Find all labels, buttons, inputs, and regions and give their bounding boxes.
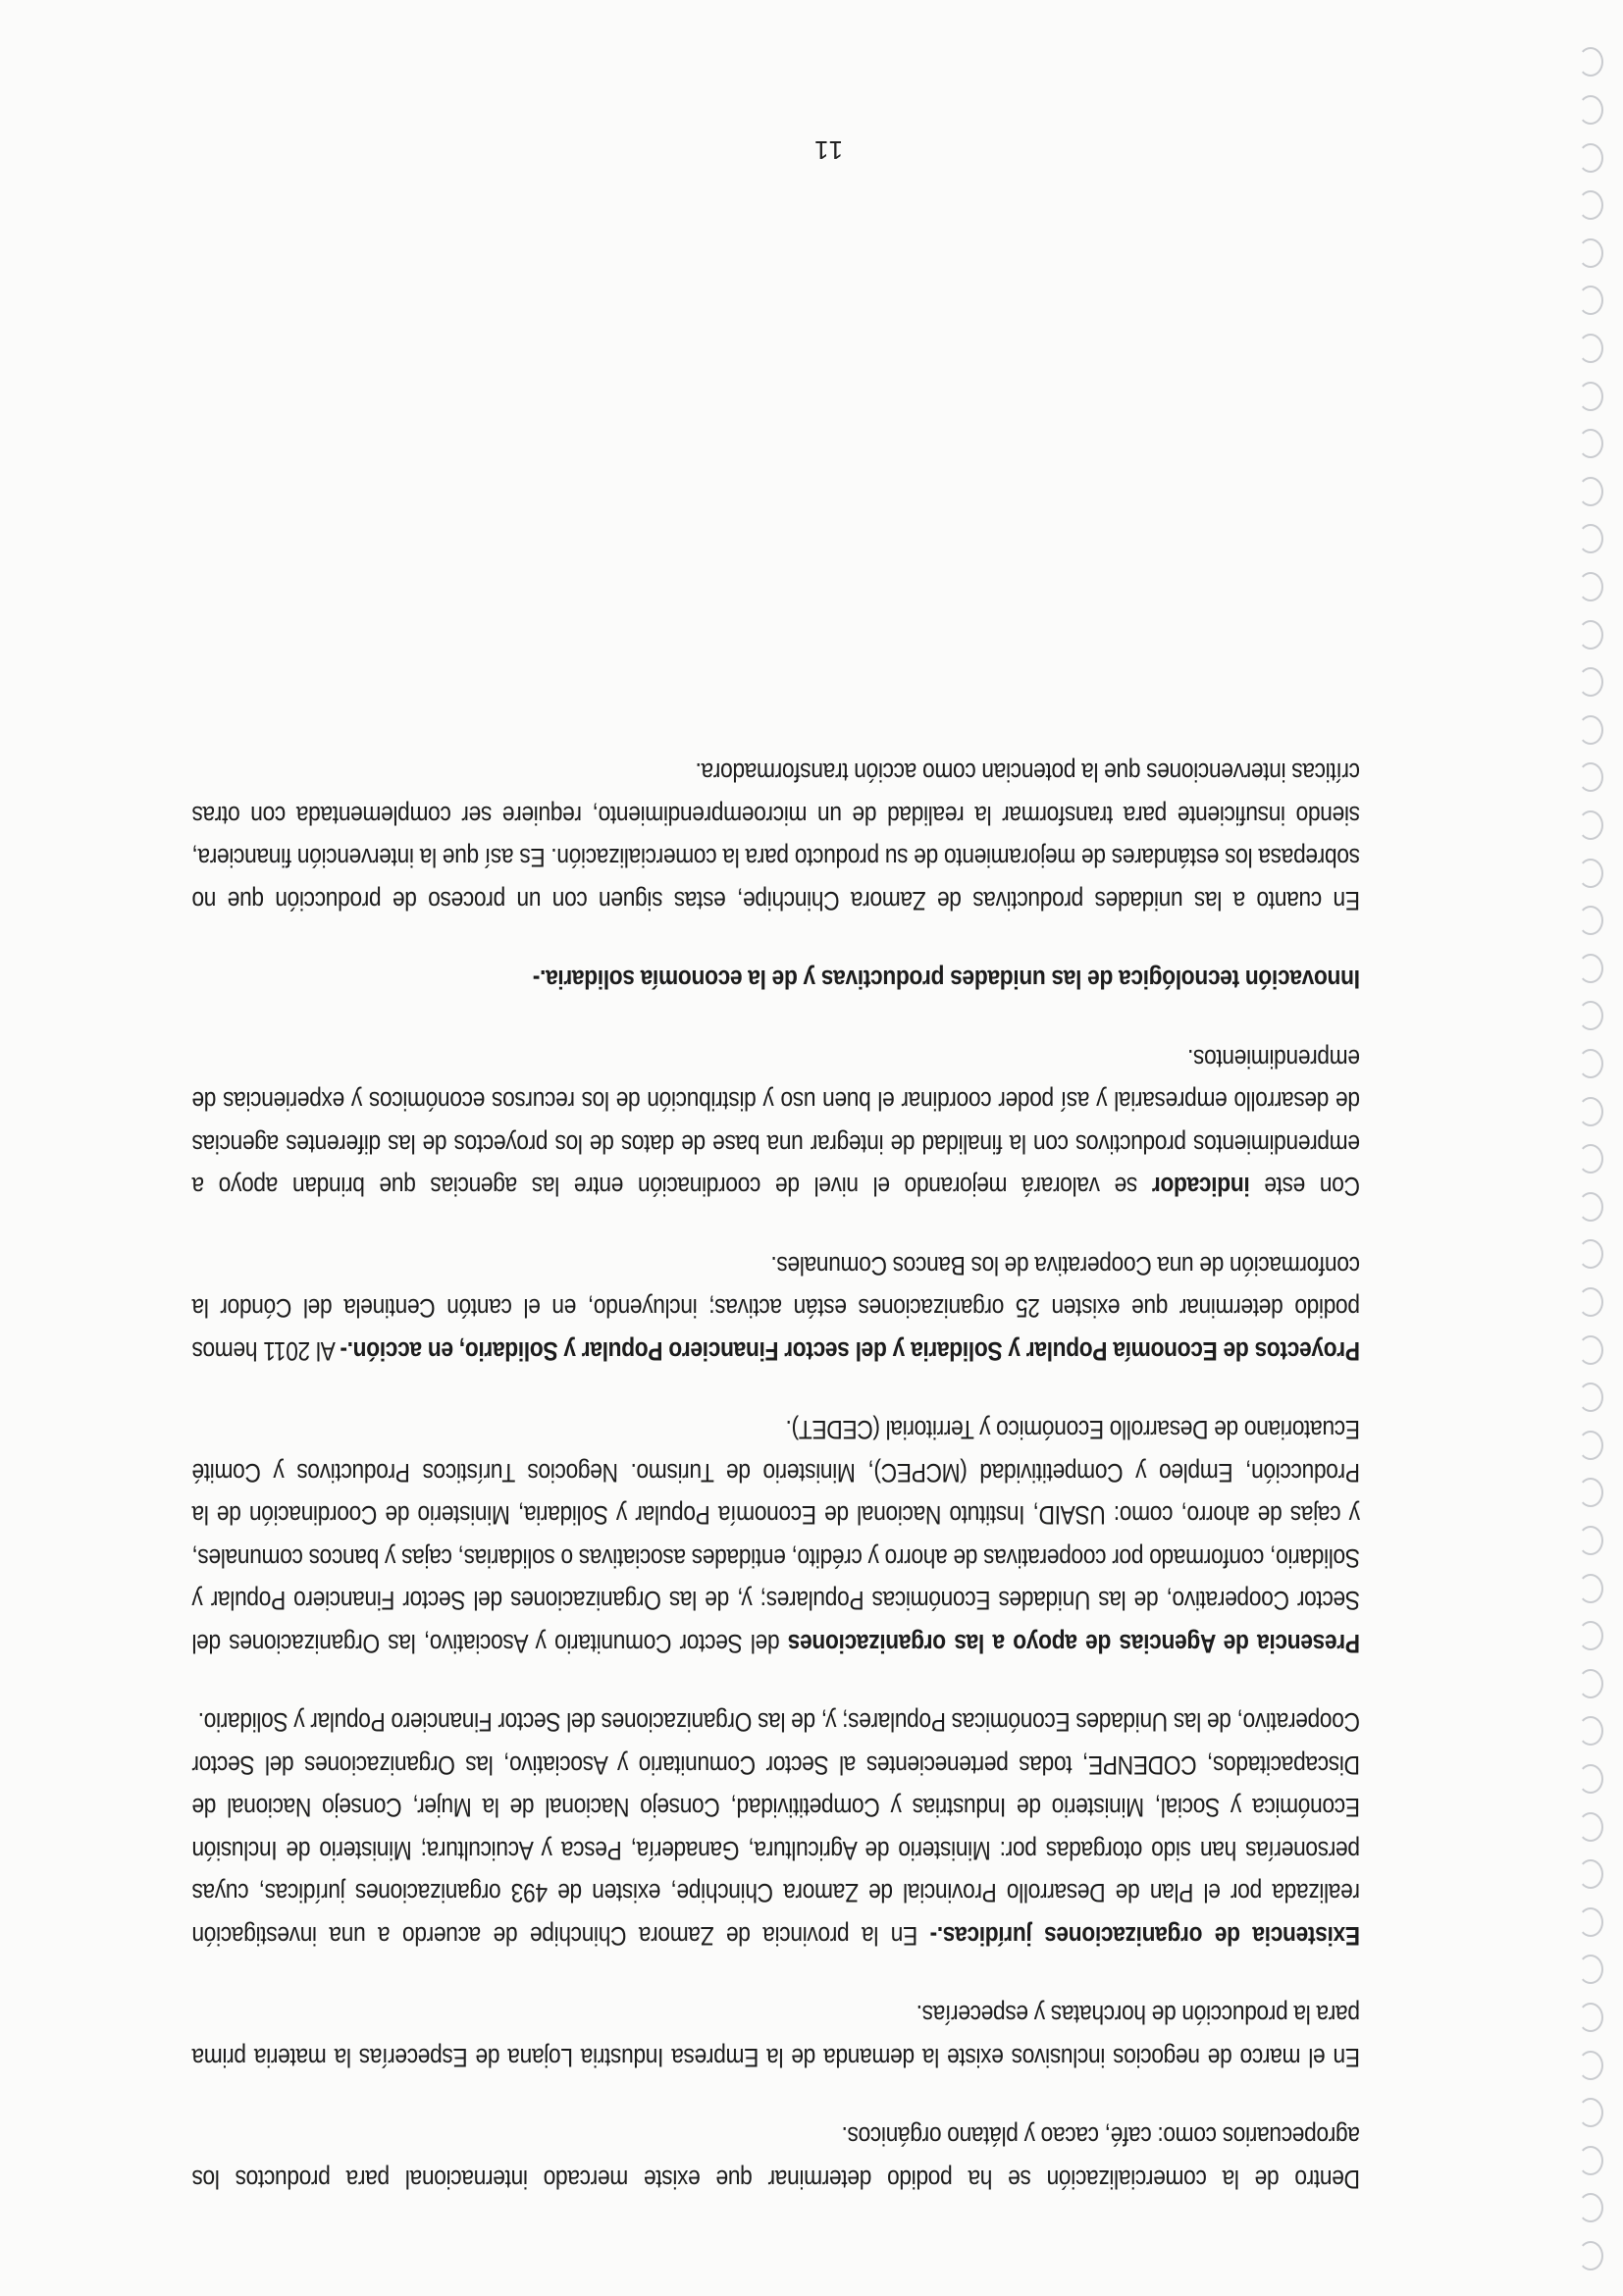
paragraph-indicador — [192, 1037, 1360, 1208]
binder-hole — [1578, 1287, 1603, 1317]
paragraph-unidades-productivas — [192, 751, 1360, 921]
paragraph-negocios-inclusivos — [192, 1993, 1360, 2078]
binder-hole — [1578, 382, 1603, 411]
paragraph-heading: Innovación tecnológica de las unidades productivas y de la economía solidaria.- — [533, 965, 1360, 995]
paragraph-text: Al 2011 hemos podido determinar que existen 25 organizaciones están activas; incluyendo, en el cantón Centinela del Cóndor la conformación de una Cooperativa de los Bancos Comunales. — [191, 1251, 1360, 1366]
binder-hole — [1578, 524, 1603, 553]
binder-hole — [1578, 859, 1603, 888]
document-body — [192, 714, 1360, 2200]
binder-hole — [1578, 1192, 1603, 1222]
paragraph-heading: Presencia de Agencias de apoyo a las organizaciones — [788, 1629, 1360, 1658]
binder-hole — [1578, 762, 1603, 792]
binder-hole — [1578, 1907, 1603, 1937]
paragraph-text: Dentro de la comercialización se ha podido determinar que existe mercado internacional para productos los agropecuarios como: café, cacao y plátano orgánicos. — [191, 2121, 1360, 2194]
binder-hole — [1578, 1621, 1603, 1650]
paragraph-heading: Proyectos de Economía Popular y Solidaria y del sector Financiero Popular y Solidario, en acción.- — [340, 1336, 1360, 1366]
binder-hole — [1578, 1335, 1603, 1365]
binder-hole — [1578, 1955, 1603, 1984]
paragraph-heading: indicador — [1152, 1172, 1250, 1202]
binder-hole — [1578, 572, 1603, 601]
binder-hole — [1578, 1574, 1603, 1603]
binder-hole — [1578, 190, 1603, 220]
binder-hole — [1578, 286, 1603, 315]
binder-hole — [1578, 1716, 1603, 1746]
binder-hole — [1578, 667, 1603, 697]
paragraph-text: En el marco de negocios inclusivos existe la demanda de la Empresa Industria Lojana de Especerías la materia prima para la producción de horchatas y especerías. — [191, 2000, 1360, 2072]
binder-hole — [1578, 1001, 1603, 1030]
binder-hole — [1578, 954, 1603, 983]
binder-hole — [1578, 1431, 1603, 1460]
binder-hole — [1578, 1669, 1603, 1698]
binder-hole — [1578, 1526, 1603, 1555]
paragraph-heading-prefix: Con este — [1249, 1172, 1360, 1202]
binder-hole — [1578, 1812, 1603, 1842]
section-heading-innovacion — [192, 958, 1360, 1001]
binder-hole — [1578, 1383, 1603, 1412]
binder-hole — [1578, 2193, 1603, 2222]
binder-hole — [1578, 2241, 1603, 2270]
binder-hole — [1578, 1239, 1603, 1269]
paragraph-text: En cuanto a las unidades productivas de Zamora Chinchipe, estas siguen con un proceso de producción que no sobrepasa los estándares de mejoramiento de su producto para la comercialización. Es así que la intervención financiera, siendo insuficiente para transformar la realidad de un microemprendimiento, requiere ser complementada con otras críticas intervenciones que la potencian como acción transformadora. — [191, 757, 1360, 915]
paragraph-agencias-apoyo — [192, 1408, 1360, 1664]
paragraph-text: En la provincia de Zamora Chinchipe de acuerdo a una investigación realizada por el Plan de Desarrollo Provincial de Zamora Chinchipe, existen de 493 organizaciones jurídicas, cuyas personerías han sido otorgadas por: Ministerio de Agricultura, Ganadería, Pesca y Acuicultura; Ministerio de Inclusión Económica y Social, Ministerio de Industrias y Competitividad, Consejo Nacional de la Mujer, Consejo Nacional de Discapacitados, CODENPE, todas pertenecientes al Sector Comunitario y Asociativo, las Organizaciones del Sector Cooperativo, de las Unidades Económicas Populares; y, de las Organizaciones del Sector Financiero Popular y Solidario. — [191, 1707, 1360, 1951]
paragraph-heading: Existencia de organizaciones jurídicas.- — [929, 1921, 1360, 1951]
paragraph-organizaciones-juridicas — [192, 1700, 1360, 1957]
binder-hole — [1578, 906, 1603, 935]
binder-hole — [1578, 715, 1603, 745]
binder-holes — [1570, 14, 1603, 2270]
binder-hole — [1578, 1478, 1603, 1507]
binder-hole — [1578, 620, 1603, 650]
binder-hole — [1578, 429, 1603, 458]
binder-hole — [1578, 2003, 1603, 2032]
binder-hole — [1578, 334, 1603, 363]
binder-hole — [1578, 143, 1603, 173]
paragraph-proyectos-economia — [192, 1244, 1360, 1373]
paragraph-text: del Sector Comunitario y Asociativo, las Organizaciones del Sector Cooperativo, de las Unidades Económicas Populares; y, de las Organizaciones del Sector Financiero Popular y Solidario, conformado por cooperativas de ahorro y crédito, entidades asociativas o solidarias, cajas y bancos comunales, y cajas de ahorro, como: USAID, Instituto Nacional de Economía Popular y Solidaria, Ministerio de Coordinación de la Producción, Empleo y Competitividad (MCPEC), Ministerio de Turismo. Negocios Turísticos Productivos y Comité Ecuatoriano de Desarrollo Económico y Territorial (CEDET). — [191, 1415, 1360, 1658]
binder-hole — [1578, 47, 1603, 77]
binder-hole — [1578, 1859, 1603, 1889]
binder-hole — [1578, 1764, 1603, 1794]
binder-hole — [1578, 2051, 1603, 2080]
binder-hole — [1578, 1144, 1603, 1174]
paragraph-text: se valorará mejorando el nivel de coordinación entre las agencias que brindan apoyo a emprendimientos productivos con la finalidad de integrar una base de datos de los proyectos de las diferentes agencias de desarrollo empresarial y así poder coordinar el buen uso y distribución de los recursos económicos y experiencias de emprendimientos. — [191, 1044, 1360, 1202]
binder-hole — [1578, 2146, 1603, 2175]
binder-hole — [1578, 477, 1603, 506]
binder-hole — [1578, 810, 1603, 840]
binder-hole — [1578, 95, 1603, 125]
binder-hole — [1578, 238, 1603, 268]
page-number: 11 — [812, 135, 843, 165]
binder-hole — [1578, 2098, 1603, 2127]
paragraph-comercializacion — [192, 2114, 1360, 2200]
binder-hole — [1578, 1049, 1603, 1078]
binder-hole — [1578, 1097, 1603, 1126]
